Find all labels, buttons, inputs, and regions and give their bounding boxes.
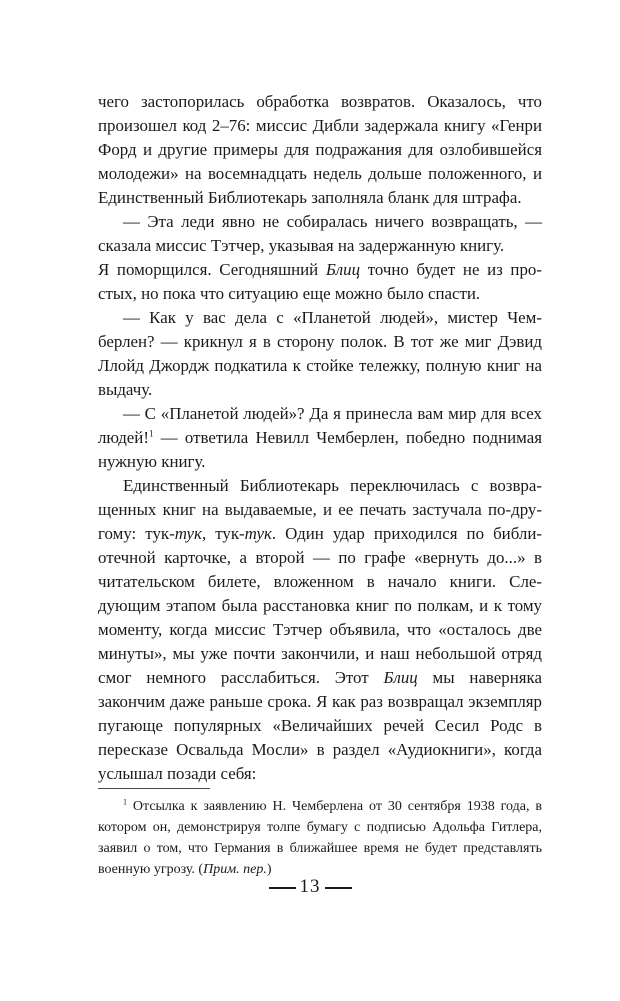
footnote-divider: [98, 788, 210, 789]
paragraph: — Как у вас дела с «Планетой людей», мистер Чемберлен? — крикнул я в сторону полок. В тот же миг Дэвид Ллойд Джордж подкатила к стойке тележку, полную книг на выдачу.: [98, 308, 542, 399]
italic-text: тук: [244, 524, 272, 543]
text-run: Единственный Библиотекарь переключилась с возвращенных книг на выдаваемые, и ее печать застучала по-другому: тук-: [98, 476, 542, 543]
footnote: [98, 796, 542, 880]
paragraph: [98, 474, 542, 786]
text-run: мы наверняка закончим даже раньше срока. Я как раз возвращал экземпляр пугающе популярных «Величайших речей Сесил Родс в пересказе Освальда Мосли» в раздел «Аудиокниги», когда услышал позади себя:: [98, 668, 543, 783]
text-run: точно будет не из простых, но пока что ситуацию еще можно было спасти.: [98, 260, 542, 303]
italic-text: Блиц: [383, 668, 418, 687]
footnote-text: ): [266, 862, 272, 877]
italic-text: тук: [174, 524, 202, 543]
text-run: . Один удар приходился по библиотечной карточке, а второй — по графе «вернуть до...» в читательском билете, вложенном в начало книги. Следующим этапом была расстановка книг по полкам, и к тому моменту, когда миссис Тэтчер объявила, что «осталось две минуты», мы уже почти закончили, и наш небольшой отряд смог немного расслабиться. Этот: [98, 524, 542, 687]
footnote-marker: 1: [123, 797, 127, 807]
text-run: — ответила Невилл Чемберлен, победно поднимая нужную книгу.: [98, 428, 542, 471]
footnote-text: Отсылка к заявлению Н. Чемберлена от 30 сентября 1938 года, в котором он, демонстрируя толпе бумагу с подписью Адольфа Гитлера, заявил о том, что Германия в ближайшее время не будет представлять военную угрозу. (: [98, 799, 542, 877]
folio-dash-right: [325, 887, 352, 889]
main-text: [98, 90, 542, 786]
text-run: Я поморщился. Сегодняшний: [98, 260, 326, 279]
italic-text: Прим. пер.: [203, 862, 267, 877]
text-run: — С «Планетой людей»? Да я принесла вам мир для всех людей!: [98, 404, 542, 447]
footnote-reference[interactable]: 1: [148, 428, 154, 439]
text-run: , тук-: [201, 524, 245, 543]
page-number-text: 13: [299, 876, 321, 897]
paragraph: [98, 402, 542, 474]
paragraph: чего застопорилась обработка возвратов. Оказалось, что произошел код 2–76: миссис Дибли задержала книгу «Генри Форд и другие примеры для подражания для озлобившейся молодежи» на восемнадцать недель дольше положенного, и Единственный Библиотекарь заполняла бланк для штрафа.: [98, 92, 542, 207]
folio-dash-left: [269, 887, 296, 889]
paragraph: [98, 258, 542, 306]
italic-text: Блиц: [325, 260, 361, 279]
paragraph: — Эта леди явно не собиралась ничего возвращать, — сказала миссис Тэтчер, указывая на задержанную книгу.: [98, 212, 542, 255]
page-number: [0, 876, 620, 898]
